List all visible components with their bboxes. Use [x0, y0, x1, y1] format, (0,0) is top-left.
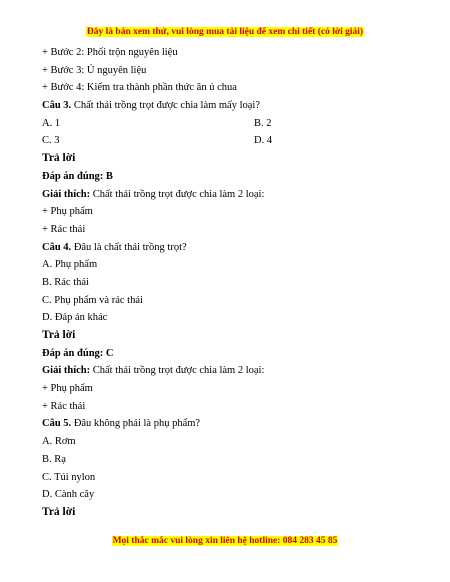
question-3-options-row-1	[42, 115, 432, 133]
question-3-option-c: C. 3	[42, 135, 60, 147]
question-3-label: Câu 3.	[42, 100, 72, 112]
question-5-option-b: B. Rạ	[42, 453, 66, 465]
question-4-label: Câu 4.	[42, 241, 72, 253]
step-2: + Bước 2: Phối trộn nguyên liệu	[42, 47, 178, 58]
preview-notice-banner	[0, 27, 450, 37]
step-3: + Bước 3: Ủ nguyên liệu	[42, 64, 147, 76]
correct-answer-prefix: Đáp án đúng:	[42, 347, 104, 359]
explanation-label: Giải thích:	[42, 188, 91, 200]
correct-answer-value: C	[103, 347, 114, 359]
question-4-answer-heading: Trả lời	[42, 329, 76, 341]
question-3-answer-heading: Trả lời	[42, 152, 76, 165]
question-4-option-b: B. Rác thải	[42, 276, 89, 288]
question-4	[42, 239, 432, 257]
question-3-options-row-2	[42, 132, 432, 150]
question-4-point-2: + Rác thải	[42, 400, 86, 412]
question-5-option-d: D. Cành cây	[42, 489, 95, 501]
question-4-option-d: D. Đáp án khác	[42, 312, 108, 324]
question-5-answer-heading: Trả lời	[42, 505, 76, 518]
question-4-option-a: A. Phụ phẩm	[42, 259, 98, 271]
question-4-point-1: + Phụ phẩm	[42, 383, 93, 395]
question-3-text: Chất thải trồng trọt được chia làm mấy loại?	[71, 100, 261, 112]
question-3-option-d: D. 4	[254, 135, 273, 147]
question-3-point-1: + Phụ phẩm	[42, 206, 93, 218]
question-5-option-c: C. Túi nylon	[42, 471, 96, 483]
question-3-option-a: A. 1	[42, 117, 61, 129]
question-4-option-c: C. Phụ phẩm và rác thải	[42, 294, 143, 306]
correct-answer-value: B	[103, 170, 113, 182]
hotline-text: Mọi thắc mắc vui lòng xin liên hệ hotline: 084 283 45 85	[112, 536, 338, 546]
explanation-text: Chất thải trồng trọt được chia làm 2 loại:	[90, 188, 265, 200]
question-4-text: Đâu là chất thải trồng trọt?	[71, 241, 187, 253]
question-3-correct-answer	[42, 168, 432, 186]
question-3-option-b: B. 2	[254, 117, 272, 129]
explanation-text: Chất thải trồng trọt được chia làm 2 loại:	[90, 365, 265, 377]
question-3	[42, 97, 432, 115]
question-3-point-2: + Rác thải	[42, 223, 86, 235]
question-5	[42, 415, 432, 433]
correct-answer-prefix: Đáp án đúng:	[42, 170, 104, 182]
question-4-correct-answer	[42, 345, 432, 363]
question-5-text: Đâu không phải là phụ phẩm?	[71, 418, 201, 430]
question-3-explanation	[42, 186, 432, 204]
question-4-explanation	[42, 362, 432, 380]
question-5-label: Câu 5.	[42, 418, 72, 430]
question-5-option-a: A. Rơm	[42, 436, 76, 448]
step-4: + Bước 4: Kiểm tra thành phần thức ăn ủ chua	[42, 82, 237, 94]
document-body	[42, 44, 432, 522]
hotline-banner	[0, 536, 450, 546]
explanation-label: Giải thích:	[42, 365, 91, 377]
preview-notice-text: Đây là bản xem thử, vui lòng mua tài liệu để xem chi tiết (có lời giải)	[86, 27, 364, 37]
